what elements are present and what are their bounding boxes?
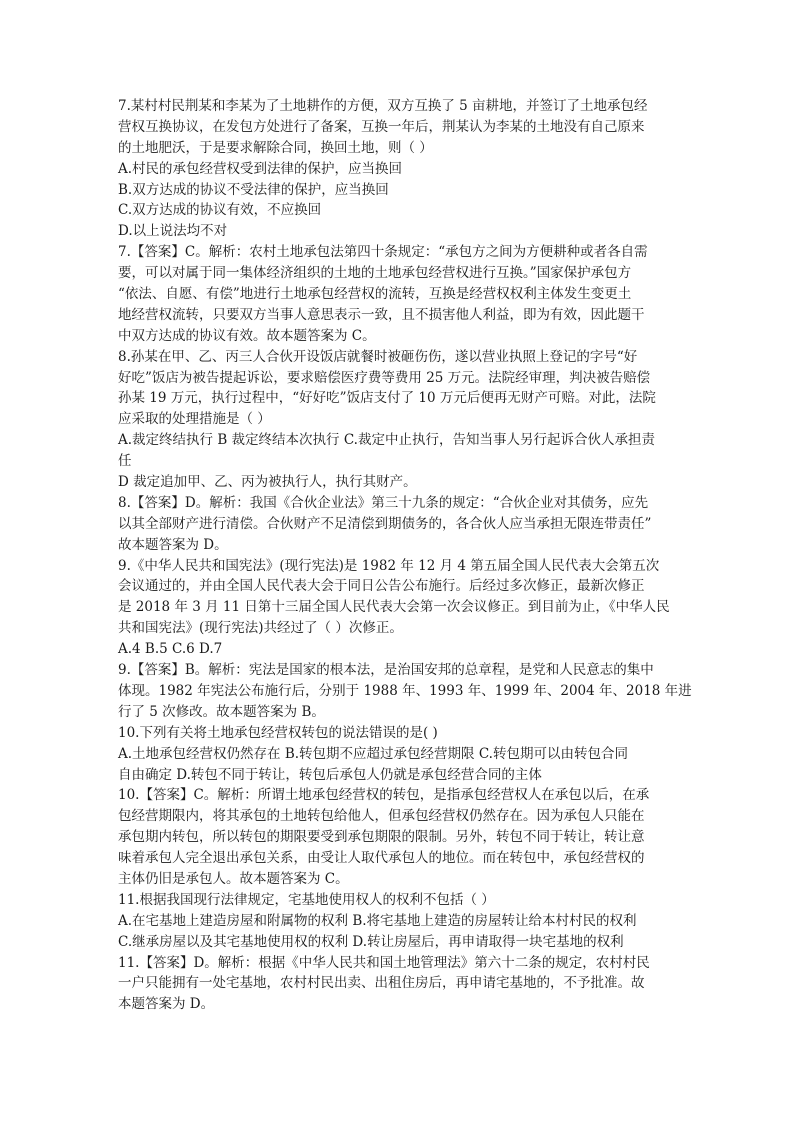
text-line: 10.下列有关将土地承包经营权转包的说法错误的是( ) xyxy=(118,724,438,741)
text-line: 地经营权流转，只要双方当事人意思表示一致，且不损害他人利益，即为有效，因此题干 xyxy=(118,306,645,323)
text-line: 故本题答案为 D。 xyxy=(118,536,228,553)
text-line: C.双方达成的协议有效，不应换回 xyxy=(118,202,322,219)
text-line: 11.【答案】D。解析：根据《中华人民共和国土地管理法》第六十二条的规定，农村村民 xyxy=(118,954,650,971)
text-line: 会议通过的，并由全国人民代表大会于同日公告公布施行。后经过多次修正，最新次修正 xyxy=(118,578,645,595)
text-line: 一户只能拥有一处宅基地，农村村民出卖、出租住房后，再申请宅基地的，不予批准。故 xyxy=(118,975,645,992)
text-line: A.裁定终结执行 B 裁定终结本次执行 C.裁定中止执行，告知当事人另行起诉合伙人承担责 xyxy=(118,432,655,449)
text-line: C.继承房屋以及其宅基地使用权的权利 D.转让房屋后，再申请取得一块宅基地的权利 xyxy=(118,933,624,950)
text-line: 中双方达成的协议有效。故本题答案为 C。 xyxy=(118,327,376,344)
text-line: 9.《中华人民共和国宪法》(现行宪法)是 1982 年 12 月 4 第五届全国人民代表大会第五次 xyxy=(118,557,660,574)
text-line: 营权互换协议，在发包方处进行了备案，互换一年后，荆某认为李某的土地没有自己原来 xyxy=(118,118,645,135)
text-line: 孙某 19 万元，执行过程中，“好好吃”饭店支付了 10 万元后便再无财产可赔。对此，法院 xyxy=(118,390,656,407)
text-line: 本题答案为 D。 xyxy=(118,996,215,1013)
text-line: 包经营期限内，将其承包的土地转包给他人，但承包经营权仍然存在。因为承包人只能在 xyxy=(118,808,645,825)
text-line: B.双方达成的协议不受法律的保护，应当换回 xyxy=(118,181,389,198)
text-line: 应采取的处理措施是（ ） xyxy=(118,411,271,428)
text-line: 好吃”饭店为被告提起诉讼，要求赔偿医疗费等费用 25 万元。法院经审理，判决被告赔偿 xyxy=(118,369,651,386)
text-line: D 裁定追加甲、乙、丙为被执行人，执行其财产。 xyxy=(118,474,417,491)
text-line: 7.【答案】C。解析：农村土地承包法第四十条规定：“承包方之间为方便耕种或者各自需 xyxy=(118,244,648,261)
text-line: 10.【答案】C。解析：所谓土地承包经营权的转包，是指承包经营权人在承包以后，在承 xyxy=(118,787,650,804)
text-line: 承包期内转包，所以转包的期限要受到承包期限的限制。另外，转包不同于转让，转让意 xyxy=(118,829,645,846)
text-line: 9.【答案】B。解析：宪法是国家的根本法，是治国安邦的总章程，是党和人民意志的集中 xyxy=(118,662,654,679)
text-line: A.土地承包经营权仍然存在 B.转包期不应超过承包经营期限 C.转包期可以由转包合同 xyxy=(118,745,628,762)
text-line: A.4 B.5 C.6 D.7 xyxy=(118,641,223,658)
text-line: 11.根据我国现行法律规定，宅基地使用权人的权利不包括（ ） xyxy=(118,891,495,908)
text-line: 要，可以对属于同一集体经济组织的土地的土地承包经营权进行互换。”国家保护承包方 xyxy=(118,265,632,282)
text-line: 自由确定 D.转包不同于转让，转包后承包人仍就是承包经营合同的主体 xyxy=(118,766,542,783)
text-line: 味着承包人完全退出承包关系，由受让人取代承包人的地位。而在转包中，承包经营权的 xyxy=(118,850,645,867)
text-line: “依法、自愿、有偿”地进行土地承包经营权的流转，互换是经营权权利主体发生变更土 xyxy=(118,286,632,303)
text-line: 8.【答案】D。解析：我国《合伙企业法》第三十九条的规定：“合伙企业对其债务，应先 xyxy=(118,494,649,511)
text-line: D.以上说法均不对 xyxy=(118,223,228,240)
text-line: 行了 5 次修改。故本题答案为 B。 xyxy=(118,703,325,720)
text-line: 体现。1982 年宪法公布施行后，分别于 1988 年、1993 年、1999 年、2004 年、2018 年进 xyxy=(118,682,692,699)
text-line: 是 2018 年 3 月 11 日第十三届全国人民代表大会第一次会议修正。到目前为止，《中华人民 xyxy=(118,599,670,616)
text-line: 共和国宪法》(现行宪法)共经过了（ ）次修正。 xyxy=(118,620,403,637)
text-line: A.在宅基地上建造房屋和附属物的权利 B.将宅基地上建造的房屋转让给本村村民的权利 xyxy=(118,912,637,929)
text-line: 主体仍旧是承包人。故本题答案为 C。 xyxy=(118,870,349,887)
text-line: A.村民的承包经营权受到法律的保护，应当换回 xyxy=(118,160,403,177)
document-body xyxy=(118,96,692,1015)
text-line: 以其全部财产进行清偿。合伙财产不足清偿到期债务的，各合伙人应当承担无限连带责任” xyxy=(118,515,652,532)
text-line: 任 xyxy=(118,453,132,470)
text-line: 8.孙某在甲、乙、丙三人合伙开设饭店就餐时被砸伤伤，遂以营业执照上登记的字号“好 xyxy=(118,348,638,365)
text-line: 的土地肥沃，于是要求解除合同，换回土地，则（ ） xyxy=(118,139,433,156)
text-line: 7.某村村民荆某和李某为了土地耕作的方便，双方互换了 5 亩耕地，并签订了土地承包经 xyxy=(118,98,648,114)
